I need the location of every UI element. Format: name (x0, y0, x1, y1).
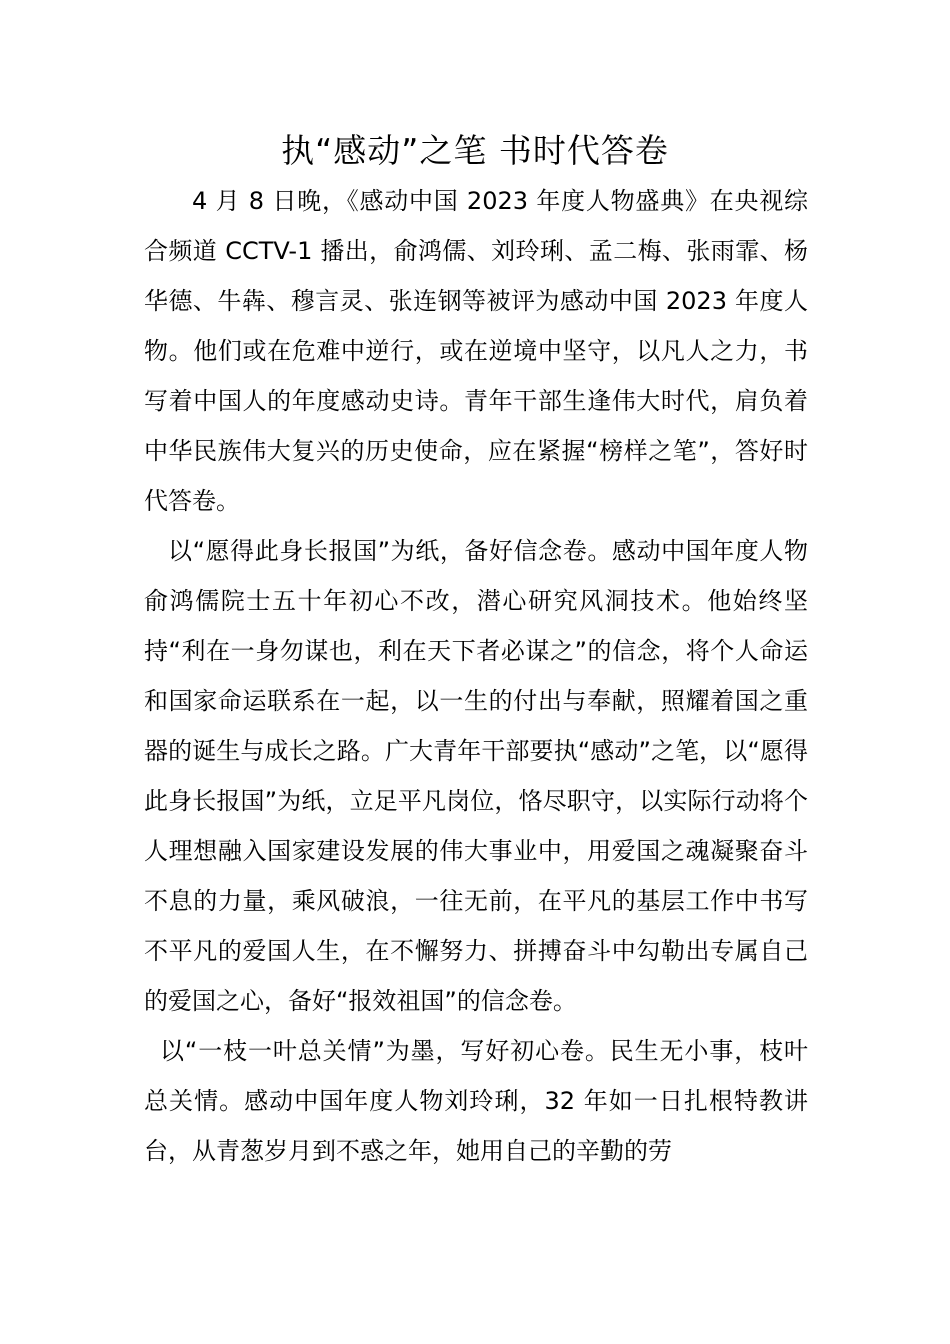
paragraph-original-heart-volume: 以“一枝一叶总关情”为墨，写好初心卷。民生无小事，枝叶总关情。感动中国年度人物刘玲琍，32 年如一日扎根特教讲台，从青葱岁月到不惑之年，她用自己的辛勤的劳 (144, 1037, 808, 1165)
paragraph-faith-volume: 以“愿得此身长报国”为纸，备好信念卷。感动中国年度人物俞鸿儒院士五十年初心不改，潜心研究风洞技术。他始终坚持“利在一身勿谋也，利在天下者必谋之”的信念，将个人命运和国家命运联系在一起，以一生的付出与奉献，照耀着国之重器的诞生与成长之路。广大青年干部要执“感动”之笔，以“愿得此身长报国”为纸，立足平凡岗位，恪尽职守，以实际行动将个人理想融入国家建设发展的伟大事业中，用爱国之魂凝聚奋斗不息的力量，乘风破浪，一往无前，在平凡的基层工作中书写不平凡的爱国人生，在不懈努力、拼搏奋斗中勾勒出专属自己的爱国之心，备好“报效祖国”的信念卷。 (144, 537, 808, 1015)
paragraph-intro: 4 月 8 日晚，《感动中国 2023 年度人物盛典》在央视综合频道 CCTV-1 播出，俞鸿儒、刘玲琍、孟二梅、张雨霏、杨华德、牛犇、穆言灵、张连钢等被评为感动中国 2023 年度人物。他们或在危难中逆行，或在逆境中坚守，以凡人之力，书写着中国人的年度感动史诗。青年干部生逢伟大时代，肩负着中华民族伟大复兴的历史使命，应在紧握“榜样之笔”，答好时代答卷。 (144, 187, 808, 515)
document-title: 执“感动”之笔 书时代答卷 (281, 131, 669, 170)
document-body (144, 176, 808, 1176)
